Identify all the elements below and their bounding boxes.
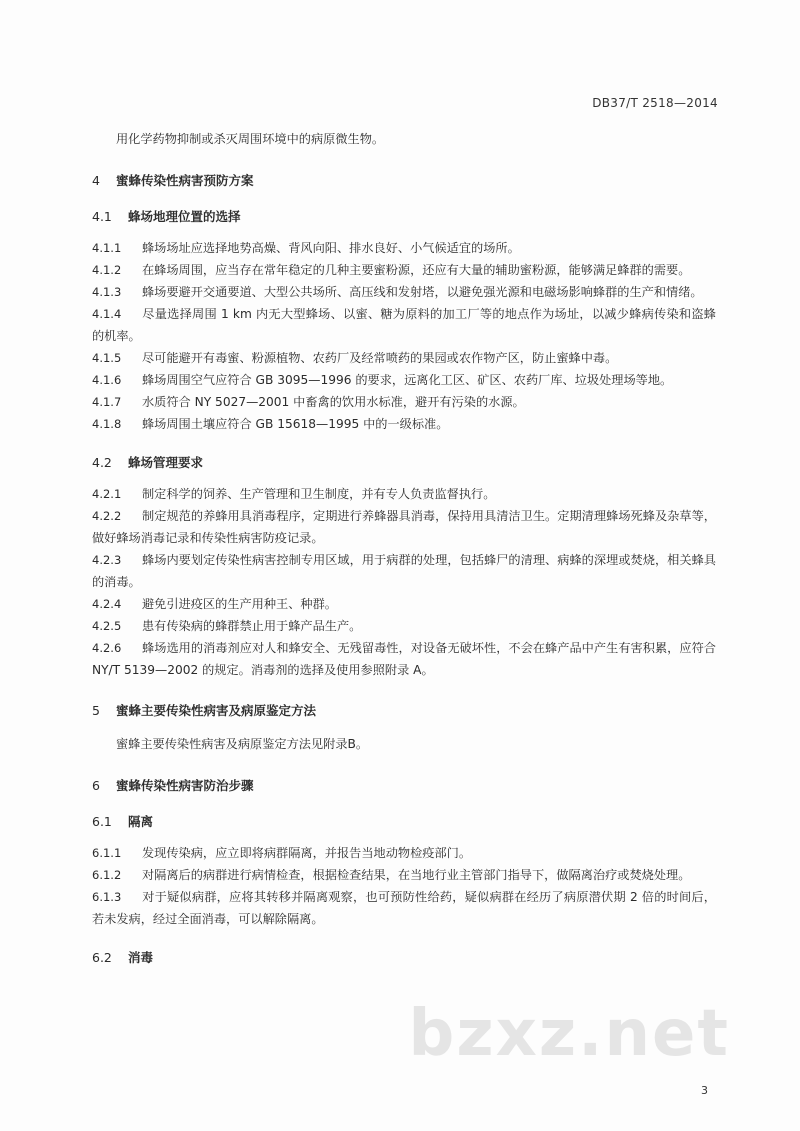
clause-4-2-5: [92, 615, 716, 637]
clause-number: 4.2.6: [92, 641, 122, 655]
clause-4-2-3: [92, 549, 716, 593]
subsection-title: 消毒: [128, 950, 154, 965]
clause-number: 4.1.8: [92, 417, 122, 431]
clause-text: 制定规范的养蜂用具消毒程序，定期进行养蜂器具消毒，保持用具清洁卫生。定期清理蜂场死蜂及杂草等，做好蜂场消毒记录和传染性病害防疫记录。: [92, 509, 716, 545]
clause-4-1-7: [92, 391, 716, 413]
clause-4-1-2: [92, 259, 716, 281]
clause-4-2-2: [92, 505, 716, 549]
clause-4-1-5: [92, 347, 716, 369]
clause-4-1-1: [92, 237, 716, 259]
subsection-number: 6.1: [92, 814, 112, 829]
clause-number: 4.1.6: [92, 373, 122, 387]
section-4-heading: [92, 171, 716, 189]
clause-6-1-1: [92, 842, 716, 864]
clause-number: 4.2.5: [92, 619, 122, 633]
clause-text: 在蜂场周围，应当存在常年稳定的几种主要蜜粉源，还应有大量的辅助蜜粉源，能够满足蜂群的需要。: [142, 263, 691, 277]
clause-number: 4.1.1: [92, 241, 122, 255]
clause-text: 对于疑似病群，应将其转移并隔离观察，也可预防性给药，疑似病群在经历了病原潜伏期 2 倍的时间后，若未发病，经过全面消毒，可以解除隔离。: [92, 890, 716, 926]
section-title: 蜜蜂主要传染性病害及病原鉴定方法: [116, 703, 317, 718]
subsection-title: 隔离: [128, 814, 154, 829]
clause-text: 尽量选择周围 1 km 内无大型蜂场、以蜜、糖为原料的加工厂等的地点作为场址，以减少蜂病传染和盗蜂的机率。: [92, 307, 716, 343]
section-6-1-heading: [92, 812, 716, 830]
clause-text: 水质符合 NY 5027—2001 中畜禽的饮用水标准，避开有污染的水源。: [142, 395, 525, 409]
clause-text: 蜂场周围土壤应符合 GB 15618—1995 中的一级标准。: [142, 417, 449, 431]
clause-number: 4.2.2: [92, 509, 122, 523]
section-6-heading: [92, 776, 716, 794]
clause-4-1-6: [92, 369, 716, 391]
subsection-number: 4.2: [92, 455, 112, 470]
clause-text: 对隔离后的病群进行病情检查，根据检查结果，在当地行业主管部门指导下，做隔离治疗或焚烧处理。: [142, 868, 691, 882]
document-body: [92, 128, 716, 978]
clause-text: 发现传染病，应立即将病群隔离，并报告当地动物检疫部门。: [142, 846, 472, 860]
clause-text: 尽可能避开有毒蜜、粉源植物、农药厂及经常喷药的果园或农作物产区，防止蜜蜂中毒。: [142, 351, 618, 365]
section-number: 6: [92, 778, 100, 793]
section-number: 4: [92, 173, 100, 188]
clause-number: 6.1.1: [92, 846, 122, 860]
clause-number: 4.2.1: [92, 487, 122, 501]
section-4-2-heading: [92, 453, 716, 471]
clause-4-2-1: [92, 483, 716, 505]
clause-4-1-8: [92, 413, 716, 435]
clause-text: 蜂场场址应选择地势高燥、背风向阳、排水良好、小气候适宜的场所。: [142, 241, 520, 255]
clause-number: 6.1.2: [92, 868, 122, 882]
clause-text: 蜂场要避开交通要道、大型公共场所、高压线和发射塔，以避免强光源和电磁场影响蜂群的生产和情绪。: [142, 285, 703, 299]
section-5-heading: [92, 701, 716, 719]
clause-text: 蜂场内要划定传染性病害控制专用区域，用于病群的处理，包括蜂尸的清理、病蜂的深埋或焚烧，相关蜂具的消毒。: [92, 553, 716, 589]
clause-text: 患有传染病的蜂群禁止用于蜂产品生产。: [142, 619, 362, 633]
clause-number: 4.2.4: [92, 597, 122, 611]
clause-text: 避免引进疫区的生产用种王、种群。: [142, 597, 337, 611]
document-code: DB37/T 2518—2014: [592, 96, 718, 110]
clause-text: 蜂场选用的消毒剂应对人和蜂安全、无残留毒性，对设备无破坏性，不会在蜂产品中产生有害积累，应符合 NY/T 5139—2002 的规定。消毒剂的选择及使用参照附录 A。: [92, 641, 716, 677]
section-title: 蜜蜂传染性病害防治步骤: [116, 778, 254, 793]
subsection-number: 4.1: [92, 209, 112, 224]
section-title: 蜜蜂传染性病害预防方案: [116, 173, 254, 188]
section-number: 5: [92, 703, 100, 718]
clause-number: 4.1.4: [92, 307, 122, 321]
clause-6-1-3: [92, 886, 716, 930]
section-5-body: 蜜蜂主要传染性病害及病原鉴定方法见附录B。: [116, 737, 369, 751]
intro-paragraph: 用化学药物抑制或杀灭周围环境中的病原微生物。: [116, 132, 385, 146]
clause-4-1-4: [92, 303, 716, 347]
clause-text: 蜂场周围空气应符合 GB 3095—1996 的要求，远离化工区、矿区、农药厂库、垃圾处理场等地。: [142, 373, 673, 387]
clause-number: 4.2.3: [92, 553, 122, 567]
clause-6-1-2: [92, 864, 716, 886]
section-6-2-heading: [92, 948, 716, 966]
page-number: 3: [701, 1084, 708, 1097]
clause-number: 4.1.2: [92, 263, 122, 277]
clause-4-2-6: [92, 637, 716, 681]
subsection-title: 蜂场管理要求: [128, 455, 204, 470]
watermark: bzxz.net: [408, 997, 730, 1071]
section-4-1-heading: [92, 207, 716, 225]
clause-number: 4.1.3: [92, 285, 122, 299]
clause-4-1-3: [92, 281, 716, 303]
clause-number: 4.1.5: [92, 351, 122, 365]
clause-number: 6.1.3: [92, 890, 122, 904]
clause-number: 4.1.7: [92, 395, 122, 409]
subsection-number: 6.2: [92, 950, 112, 965]
clause-4-2-4: [92, 593, 716, 615]
clause-text: 制定科学的饲养、生产管理和卫生制度，并有专人负责监督执行。: [142, 487, 496, 501]
subsection-title: 蜂场地理位置的选择: [128, 209, 241, 224]
